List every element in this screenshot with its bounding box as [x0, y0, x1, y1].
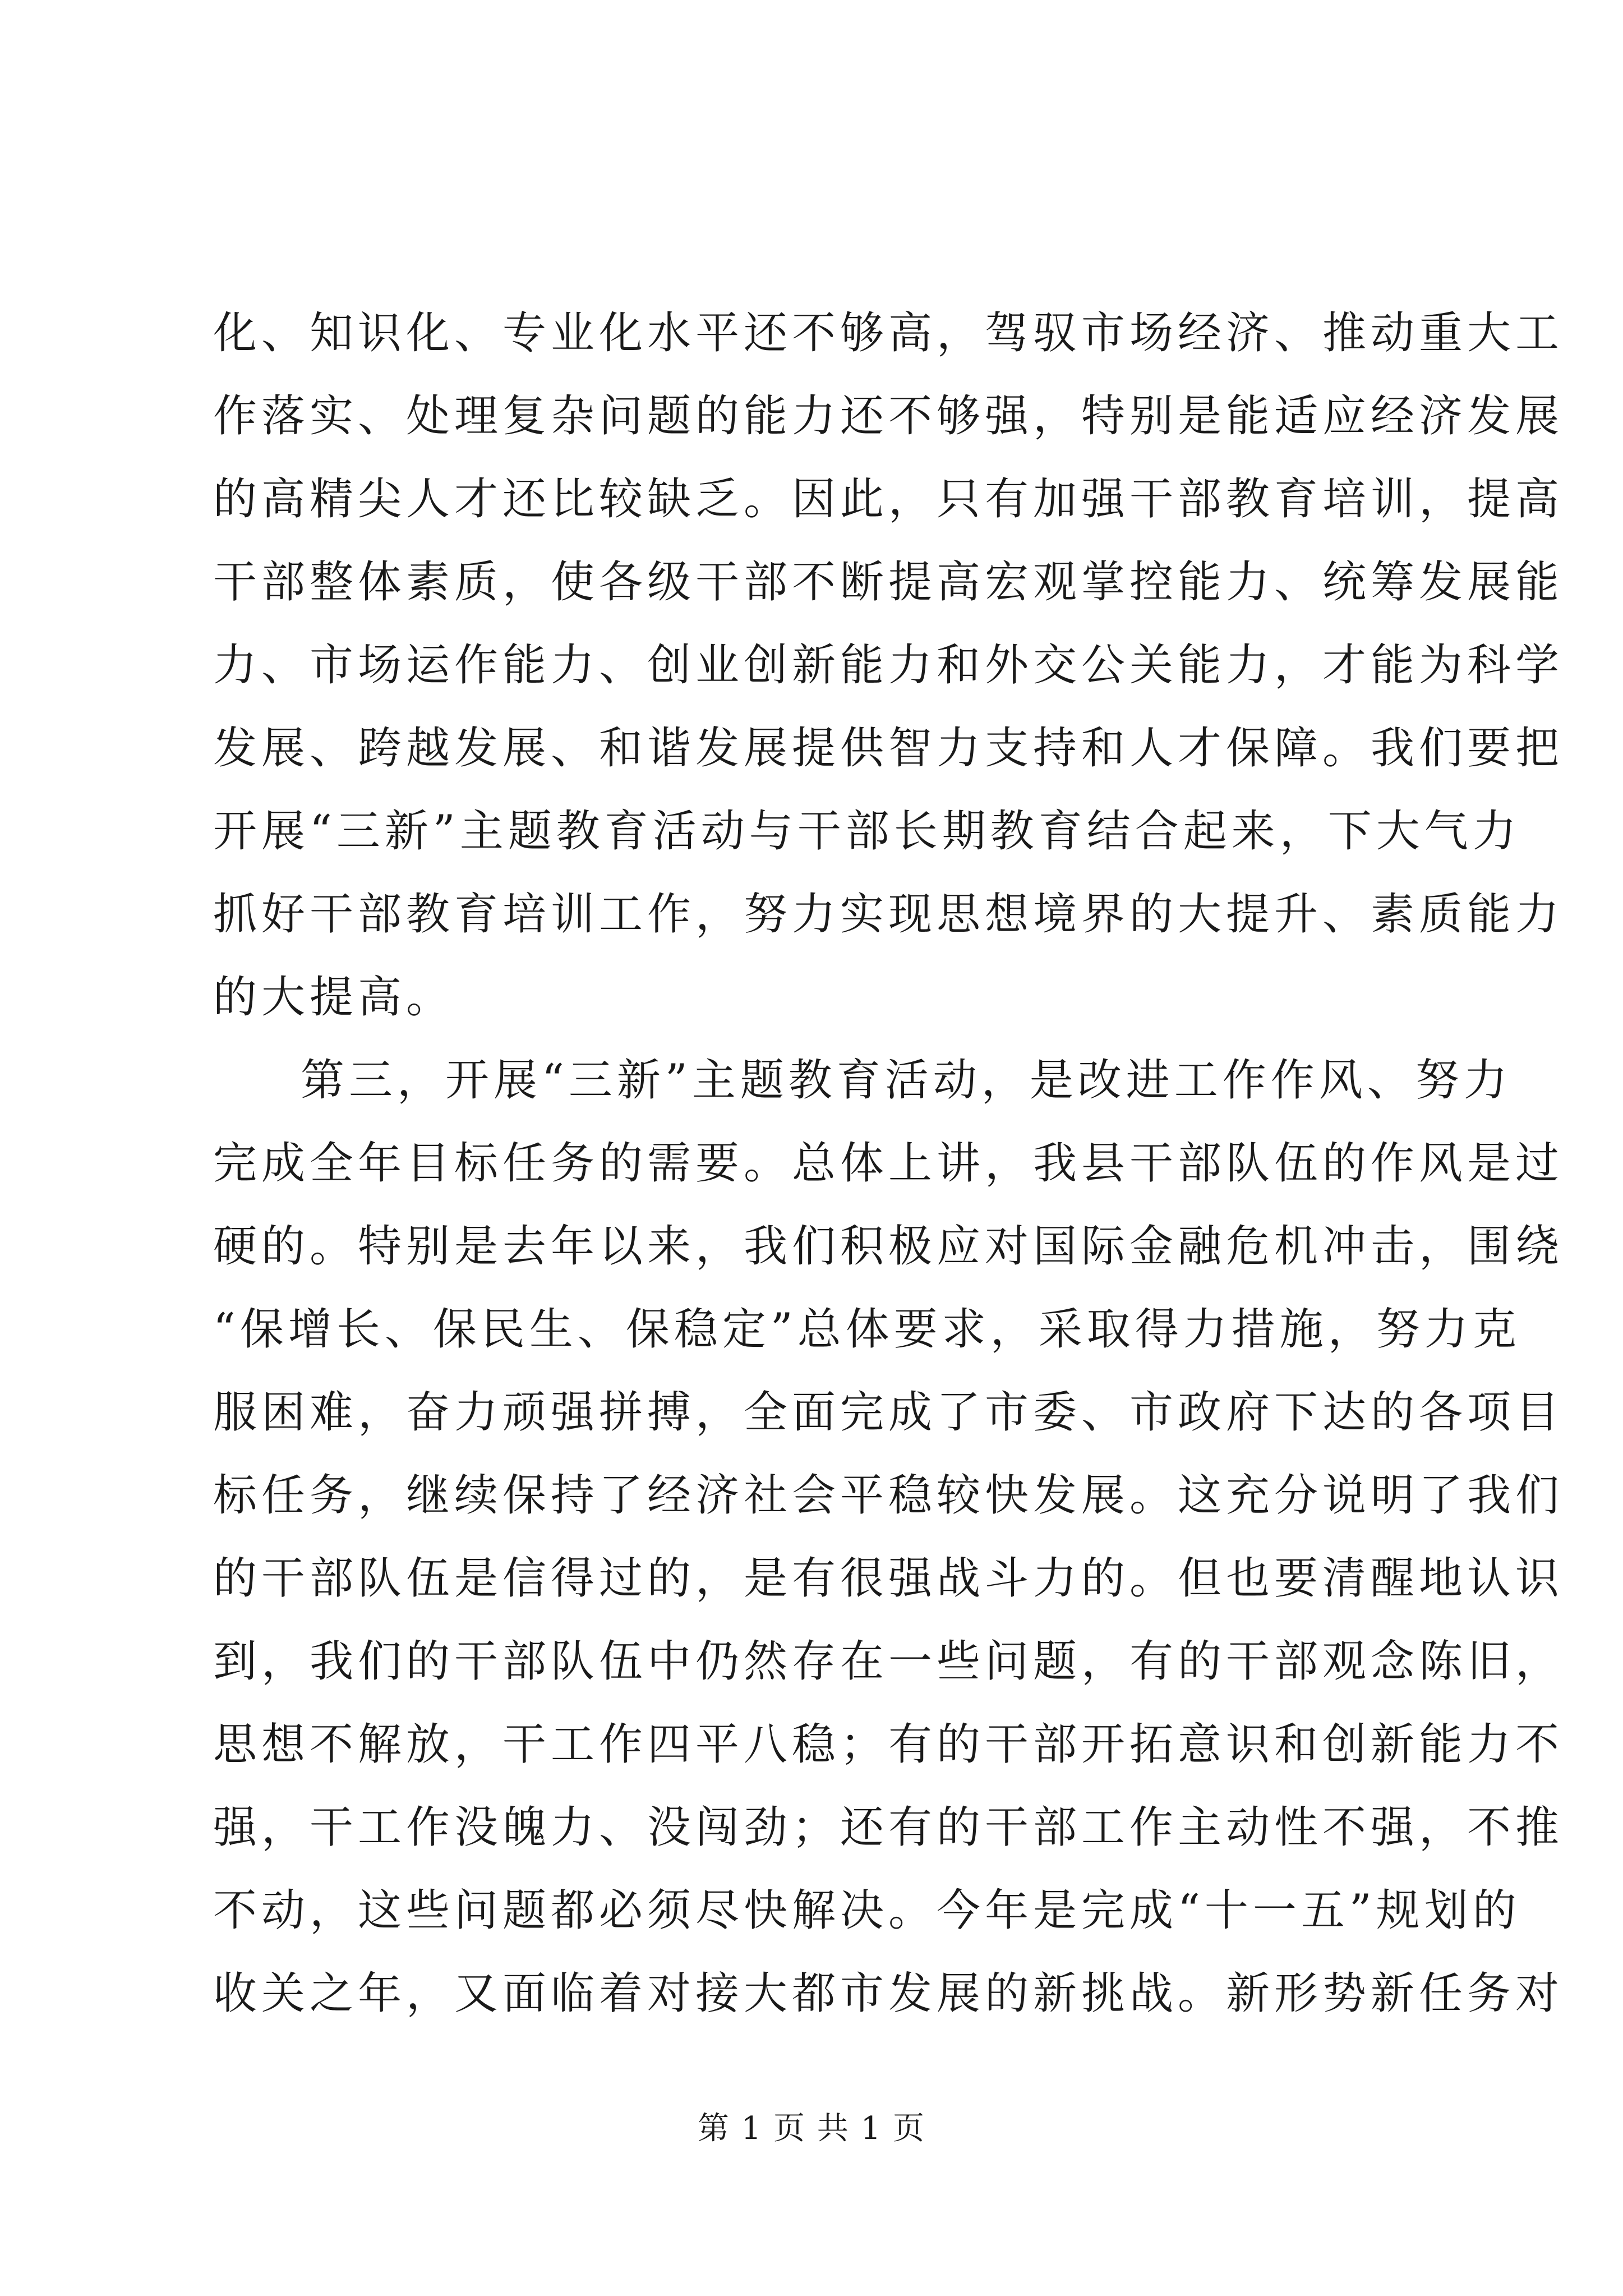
text-line: 抓好干部教育培训工作，努力实现思想境界的大提升、素质能力	[213, 889, 1564, 940]
text-line: 强，干工作没魄力、没闯劲；还有的干部工作主动性不强，不推	[213, 1802, 1564, 1853]
paragraph-start-line: 第三，开展“三新”主题教育活动，是改进工作作风、努力	[301, 1055, 1512, 1106]
page-indicator: 第 1 页 共 1 页	[697, 2110, 926, 2147]
page-footer	[0, 2106, 1623, 2151]
text-line: 化、知识化、专业化水平还不够高，驾驭市场经济、推动重大工	[213, 308, 1564, 358]
text-line: 的高精尖人才还比较缺乏。因此，只有加强干部教育培训，提高	[213, 474, 1564, 524]
text-line: “保增长、保民生、保稳定”总体要求，采取得力措施，努力克	[213, 1304, 1521, 1355]
text-line: 干部整体素质，使各级干部不断提高宏观掌控能力、统筹发展能	[213, 557, 1564, 608]
text-line: 服困难，奋力顽强拼搏，全面完成了市委、市政府下达的各项目	[213, 1387, 1564, 1438]
text-line: 标任务，继续保持了经济社会平稳较快发展。这充分说明了我们	[213, 1470, 1564, 1521]
text-line: 硬的。特别是去年以来，我们积极应对国际金融危机冲击，围绕	[213, 1221, 1564, 1272]
text-line: 的大提高。	[213, 972, 455, 1023]
text-line: 到，我们的干部队伍中仍然存在一些问题，有的干部观念陈旧，	[213, 1636, 1564, 1687]
text-line: 作落实、处理复杂问题的能力还不够强，特别是能适应经济发展	[213, 391, 1564, 441]
text-line: 完成全年目标任务的需要。总体上讲，我县干部队伍的作风是过	[213, 1138, 1564, 1189]
document-body	[213, 292, 1564, 2035]
text-line: 不动，这些问题都必须尽快解决。今年是完成“十一五”规划的	[213, 1885, 1521, 1936]
text-line: 开展“三新”主题教育活动与干部长期教育结合起来，下大气力	[213, 806, 1521, 857]
text-line: 的干部队伍是信得过的，是有很强战斗力的。但也要清醒地认识	[213, 1553, 1564, 1604]
text-line: 力、市场运作能力、创业创新能力和外交公关能力，才能为科学	[213, 640, 1564, 691]
text-line: 发展、跨越发展、和谐发展提供智力支持和人才保障。我们要把	[213, 723, 1564, 774]
text-line: 收关之年，又面临着对接大都市发展的新挑战。新形势新任务对	[213, 1968, 1564, 2019]
text-line: 思想不解放，干工作四平八稳；有的干部开拓意识和创新能力不	[213, 1719, 1564, 1770]
